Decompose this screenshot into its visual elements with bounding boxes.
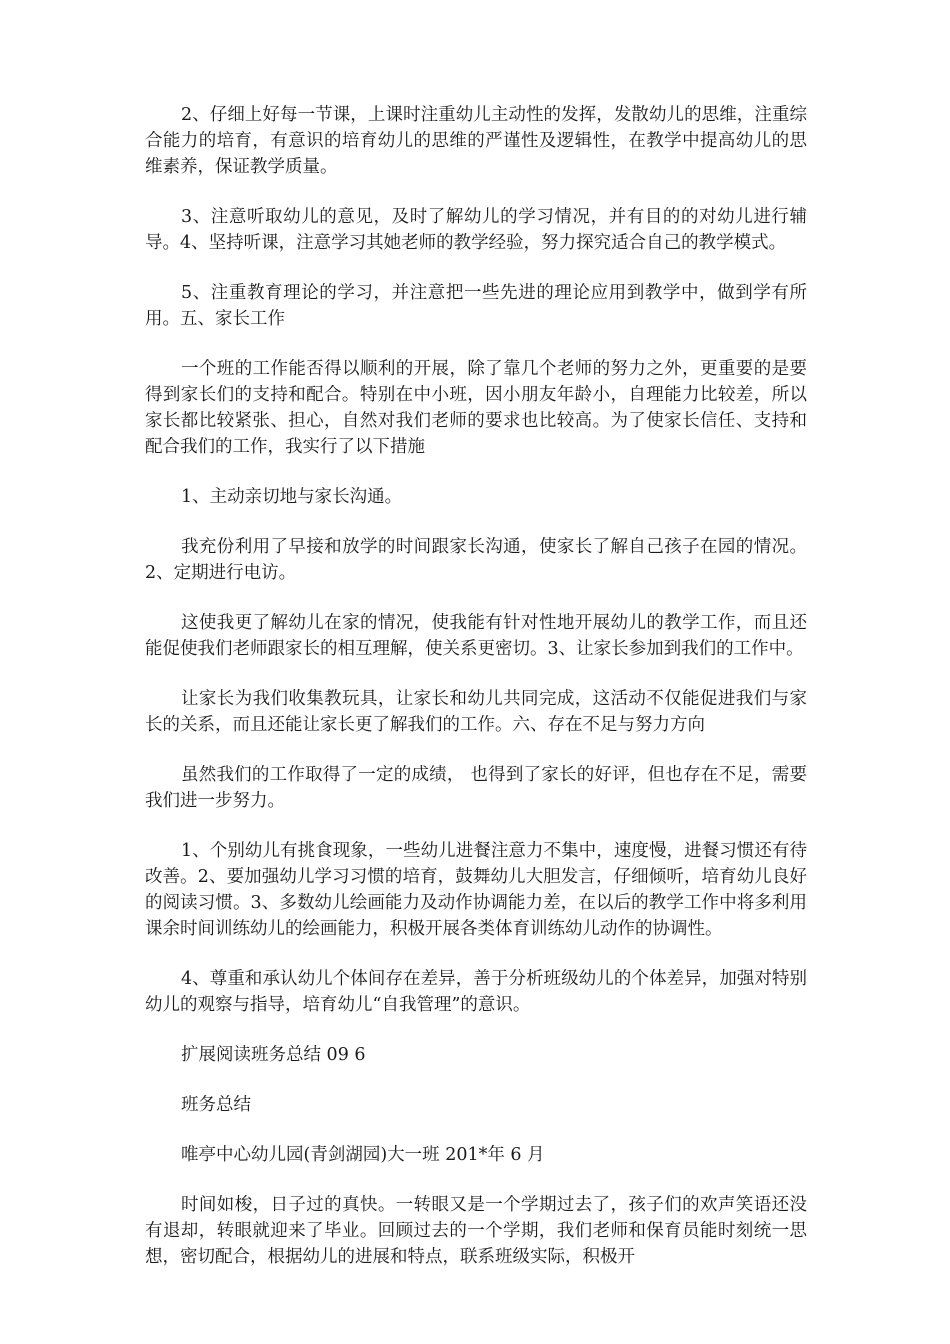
paragraph-lesson-quality: 2、仔细上好每一节课，上课时注重幼儿主动性的发挥，发散幼儿的思维，注重综合能力的培育，有意识的培育幼儿的思维的严谨性及逻辑性，在教学中提高幼儿的思维素养，保证教学质量。	[145, 105, 807, 177]
summary-title: 班务总结	[181, 1095, 251, 1115]
paragraph-time-flies: 时间如梭，日子过的真快。一转眼又是一个学期过去了，孩子们的欢声笑语还没有退却，转眼就迎来了毕业。回顾过去的一个学期，我们老师和保育员能时刻统一思想，密切配合，根据幼儿的进展和特点，联系班级实际，积极开	[145, 1195, 807, 1267]
paragraph-communicate-parents: 1、主动亲切地与家长沟通。	[181, 487, 403, 507]
document-body	[145, 102, 807, 1294]
paragraph-listen-children: 3、注意听取幼儿的意见，及时了解幼儿的学习情况，并有目的的对幼儿进行辅导。4、坚持听课，注意学习其她老师的教学经验，努力探究适合自己的教学模式。	[145, 207, 807, 253]
paragraph-improvements: 1、个别幼儿有挑食现象，一些幼儿进餐注意力不集中，速度慢，进餐习惯还有待改善。2、要加强幼儿学习习惯的培育，鼓舞幼儿大胆发言，仔细倾听，培育幼儿良好的阅读习惯。3、多数幼儿绘画能力及动作协调能力差，在以后的教学工作中将多利用课余时间训练幼儿的绘画能力，积极开展各类体育训练幼儿动作的协调性。	[145, 841, 807, 939]
school-class-date: 唯亭中心幼儿园(青剑湖园)大一班 201*年 6 月	[181, 1145, 545, 1165]
paragraph-education-theory: 5、注重教育理论的学习，并注意把一些先进的理论应用到教学中，做到学有所用。五、家长工作	[145, 283, 807, 329]
paragraph-shortcomings: 虽然我们的工作取得了一定的成绩， 也得到了家长的好评，但也存在不足，需要我们进一步努力。	[145, 765, 807, 811]
extended-reading-heading: 扩展阅读班务总结 09 6	[181, 1045, 366, 1065]
paragraph-home-situation: 这使我更了解幼儿在家的情况，使我能有针对性地开展幼儿的教学工作，而且还能促使我们老师跟家长的相互理解，使关系更密切。3、让家长参加到我们的工作中。	[145, 613, 807, 659]
paragraph-individual-differences: 4、尊重和承认幼儿个体间存在差异，善于分析班级幼儿的个体差异，加强对特别幼儿的观察与指导，培育幼儿“自我管理”的意识。	[145, 969, 807, 1015]
paragraph-parent-cooperation: 一个班的工作能否得以顺利的开展，除了靠几个老师的努力之外，更重要的是要得到家长们的支持和配合。特别在中小班，因小朋友年龄小，自理能力比较差，所以家长都比较紧张、担心，自然对我们老师的要求也比较高。为了使家长信任、支持和配合我们的工作，我实行了以下措施	[145, 359, 807, 457]
paragraph-pickup-time: 我充份利用了早接和放学的时间跟家长沟通，使家长了解自己孩子在园的情况。2、定期进行电访。	[145, 537, 807, 583]
paragraph-collect-toys: 让家长为我们收集教玩具，让家长和幼儿共同完成，这活动不仅能促进我们与家长的关系，而且还能让家长更了解我们的工作。六、存在不足与努力方向	[145, 689, 807, 735]
